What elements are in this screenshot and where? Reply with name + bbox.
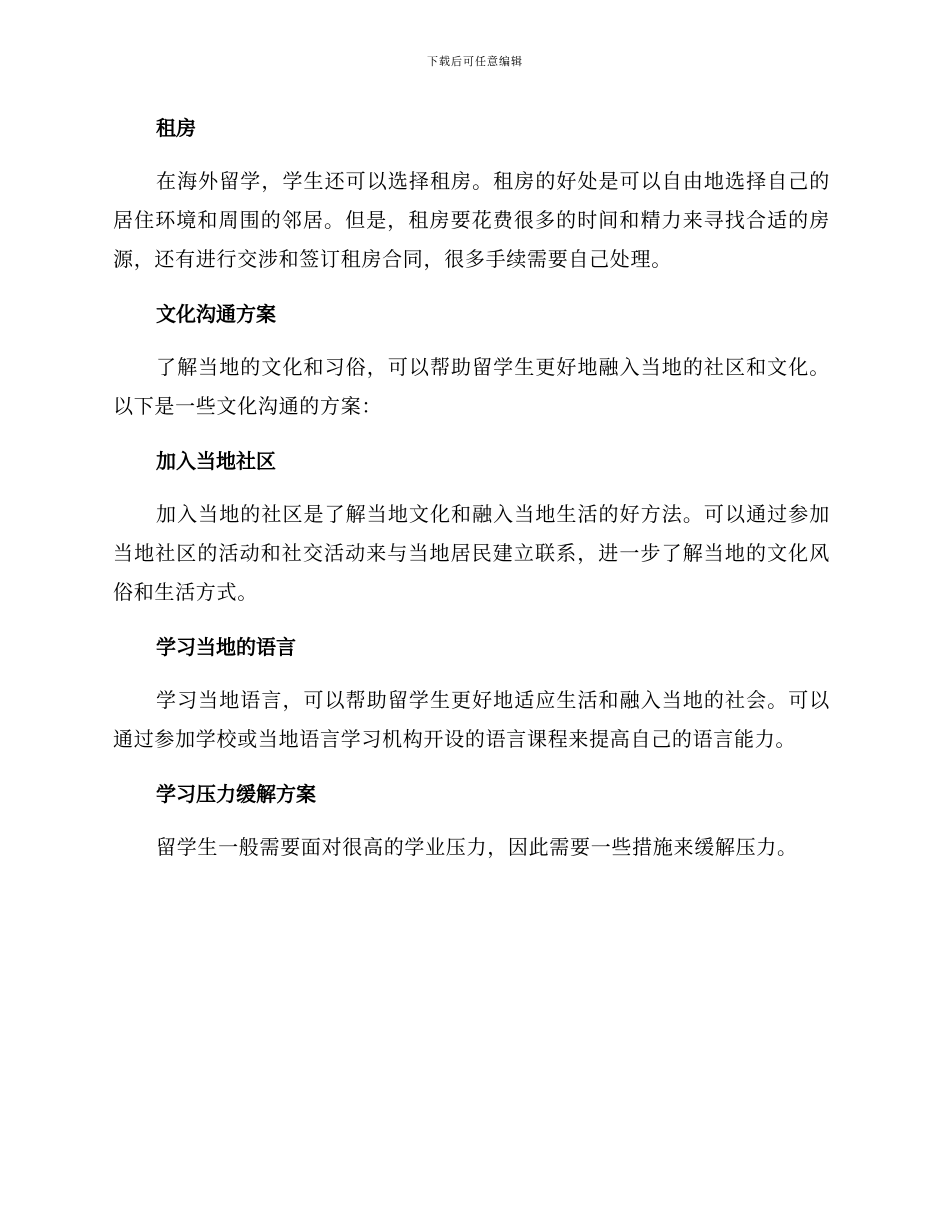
document-body: [113, 108, 830, 882]
section-heading-join-community: 加入当地社区: [156, 449, 276, 473]
section-body-renting: 在海外留学，学生还可以选择租房。租房的好处是可以自由地选择自己的居住环境和周围的邻居。但是，租房要花费很多的时间和精力来寻找合适的房源，还有进行交涉和签订租房合同，很多手续需要自己处理。: [113, 169, 830, 271]
section-body-study-pressure: 留学生一般需要面对很高的学业压力，因此需要一些措施来缓解压力。: [156, 835, 798, 859]
section-body-cultural-communication: 了解当地的文化和习俗，可以帮助留学生更好地融入当地的社区和文化。以下是一些文化沟通的方案：: [113, 355, 830, 418]
section-body-learn-language: 学习当地语言，可以帮助留学生更好地适应生活和融入当地的社会。可以通过参加学校或当地语言学习机构开设的语言课程来提高自己的语言能力。: [113, 688, 830, 751]
section-heading-study-pressure: 学习压力缓解方案: [156, 782, 316, 806]
section-heading-cultural-communication: 文化沟通方案: [156, 302, 276, 326]
section-heading-learn-language: 学习当地的语言: [156, 635, 296, 659]
section-body-join-community: 加入当地的社区是了解当地文化和融入当地生活的好方法。可以通过参加当地社区的活动和社交活动来与当地居民建立联系，进一步了解当地的文化风俗和生活方式。: [113, 502, 830, 604]
section-heading-renting: 租房: [156, 116, 196, 140]
header-note: 下载后可任意编辑: [427, 55, 523, 68]
